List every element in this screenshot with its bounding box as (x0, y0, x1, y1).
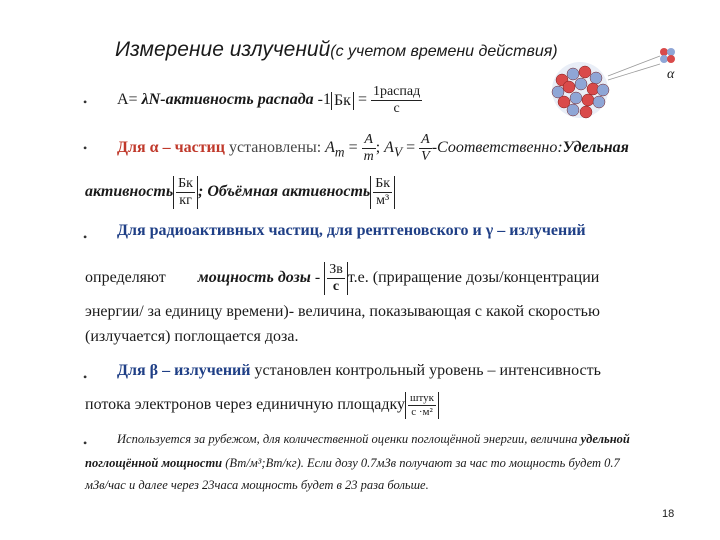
bullet: • (83, 370, 88, 384)
activity-line: A= λN-активность распада -1 Бк = $\frac{\text{1распад}}{с}$ (117, 84, 421, 116)
note-line-1: Используется за рубежом, для количественной оценки поглощённой энергии, величина удельной (117, 432, 630, 446)
unit-bracket: $\frac{Бк}{кг}$ (173, 176, 198, 209)
unit-bracket: $\frac{\text{штук}}{\text{с ·м²}}$ (405, 392, 439, 419)
page-title (115, 38, 558, 62)
page-number: 18 (662, 508, 675, 520)
bullet: • (83, 95, 88, 109)
fraction: $\frac{A}{m}$ (363, 132, 374, 164)
body-text-line: (излучается) поглощается доза. (85, 328, 299, 345)
unit-bracket: $\frac{Зв}{с}$ (324, 262, 348, 295)
fraction: $\frac{A}{V}$ (421, 132, 430, 164)
body-text-line: энергии/ за единицу времени)- величина, показывающая с какой скоростью (85, 303, 600, 320)
bullet: • (83, 141, 88, 155)
beta-line: Для β – излучений установлен контрольный уровень – интенсивность (117, 362, 601, 379)
unit-bk: Бк (333, 91, 351, 109)
nucleus-cluster-icon (552, 62, 609, 118)
alpha-particle-icon (608, 48, 675, 80)
radioactive-heading: Для радиоактивных частиц, для рентгеновского и γ – излучений (117, 222, 586, 239)
specific-activity-line: активность $\frac{Бк}{кг}$ ; Объёмная активность $\frac{Бк}{\text{м³}}$ (85, 176, 395, 209)
title-main: Измерение излучений (115, 38, 331, 61)
bullet: • (83, 436, 88, 450)
alpha-line: Для α – частиц установлены: $A_m$ = $\frac{A}{m}$ ; $A_V$ = $\frac{A}{V}$ -Соответственно:Удельная (117, 132, 629, 164)
fraction: $\frac{\text{1распад}}{с}$ (372, 84, 421, 116)
alpha-label-text: Для α – частиц (117, 139, 225, 157)
unit-bracket: $\frac{Бк}{\text{м³}}$ (370, 176, 395, 209)
note-line-2: поглощённой мощности (Вт/м³;Вт/кг). Если дозу 0.7мЗв получают за час то мощность будет 0.7 (85, 456, 620, 470)
activity-prefix: A= (117, 91, 142, 109)
unit-bracket (331, 92, 354, 110)
electron-flow-line: потока электронов через единичную площадку $\frac{\text{штук}}{\text{с ·м²}}$ (85, 392, 439, 419)
dose-rate-line: определяют мощность дозы - $\frac{Зв}{с}$ т.е. (приращение дозы/концентрации (85, 262, 600, 294)
nucleus-illustration (540, 42, 700, 122)
alpha-label: α (667, 67, 675, 82)
title-sub: (с учетом времени действия) (330, 43, 558, 60)
bullet: • (83, 230, 88, 244)
activity-formula: λN-активность распада (141, 91, 314, 109)
activity-dash: -1 (313, 91, 331, 109)
note-line-3: мЗв/час и далее через 23часа мощность будет в 23 раза больше. (85, 478, 429, 492)
